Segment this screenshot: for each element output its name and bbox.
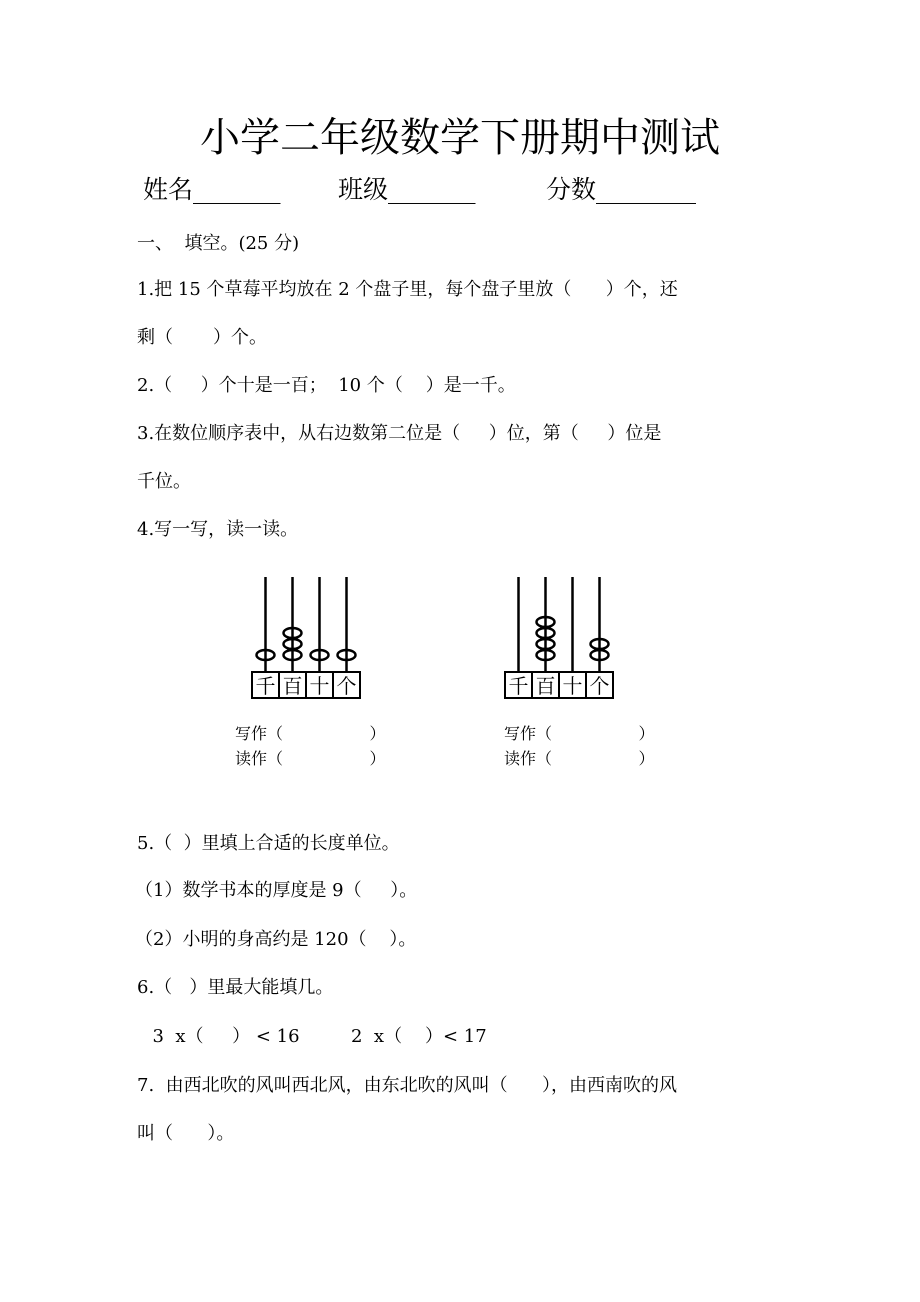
abacus-place-label: 个 <box>336 674 357 698</box>
abacus-place-label: 百 <box>282 674 303 698</box>
question-7-cont: 叫（ ）。 <box>137 1123 235 1144</box>
score-field: 分数________ <box>546 175 697 204</box>
question-2: 2.（ ）个十是一百； 10 个（ ）是一千。 <box>137 375 516 396</box>
abacus-place-label: 千 <box>508 674 529 698</box>
abacus-place-label: 十 <box>309 674 330 698</box>
abacus-place-label: 个 <box>589 674 610 698</box>
question-1-cont: 剩（ ）个。 <box>137 327 268 348</box>
question-5-1: （1）数学书本的厚度是 9（ ）。 <box>135 880 418 901</box>
question-7: 7. 由西北吹的风叫西北风，由东北吹的风叫（ ），由西南吹的风 <box>137 1075 677 1096</box>
abacus-place-label: 十 <box>562 674 583 698</box>
question-3: 3.在数位顺序表中，从右边数第二位是（ ）位，第（ ）位是 <box>137 423 662 444</box>
abacus-place-label: 百 <box>535 674 556 698</box>
section-heading: 一、 填空。(25 分) <box>137 233 300 254</box>
abacus-1-write: 写作（ ） <box>235 724 386 743</box>
question-6-items: 3 x（ ） < 16 2 x（ ）< 17 <box>141 1026 487 1047</box>
class-field: 班级_______ <box>338 175 476 204</box>
question-4: 4.写一写，读一读。 <box>137 519 299 540</box>
question-3-cont: 千位。 <box>137 471 191 492</box>
question-5: 5.（ ）里填上合适的长度单位。 <box>137 833 400 854</box>
name-field: 姓名_______ <box>143 175 281 204</box>
abacus-place-label: 千 <box>255 674 276 698</box>
question-5-2: （2）小明的身高约是 120（ ）。 <box>135 929 417 950</box>
abacus-1-read: 读作（ ） <box>235 749 386 768</box>
abacus-2-write: 写作（ ） <box>504 724 655 743</box>
question-6: 6.（ ）里最大能填几。 <box>137 977 334 998</box>
question-1: 1.把 15 个草莓平均放在 2 个盘子里，每个盘子里放（ ）个，还 <box>137 279 678 300</box>
abacus-2-read: 读作（ ） <box>504 749 655 768</box>
page-title: 小学二年级数学下册期中测试 <box>200 115 720 161</box>
